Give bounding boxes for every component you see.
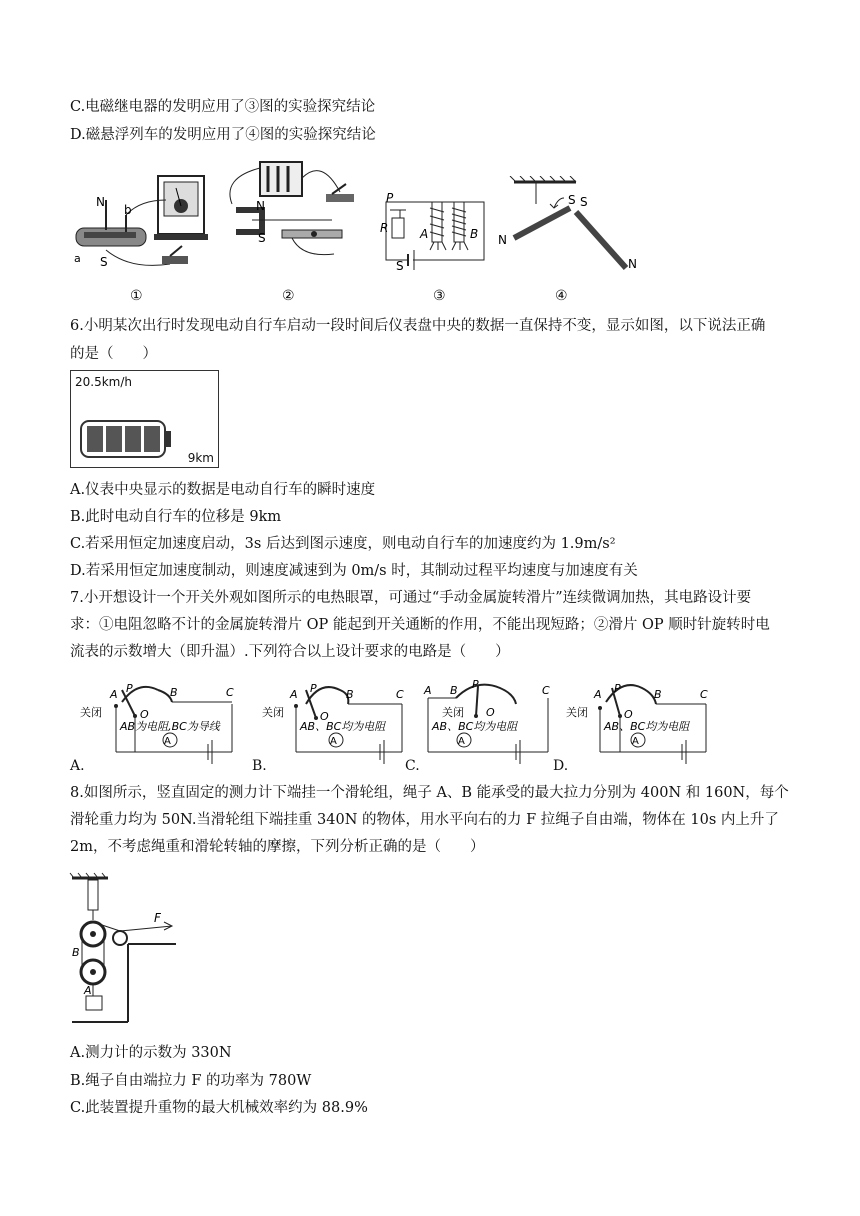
node-p: P: [126, 682, 133, 695]
ammeter-icon: A: [458, 736, 465, 747]
ammeter-icon: A: [632, 736, 639, 747]
q8-stem-line-1: 8.如图所示，竖直固定的测力计下端挂一个滑轮组，绳子 A、B 能承受的最大拉力分别为 400N 和 160N，每个: [70, 785, 789, 801]
dashboard-distance-readout: 9km: [187, 451, 214, 465]
q6-stem-line-2: 的是（ ）: [70, 346, 157, 362]
node-a: A: [594, 688, 602, 701]
q5-fig-label-2: ②: [282, 288, 295, 304]
node-a: A: [424, 684, 432, 697]
node-o: O: [624, 708, 633, 721]
node-b: B: [170, 686, 178, 699]
fig3-b-label: B: [470, 227, 479, 241]
q7-circuit-d: [566, 680, 716, 770]
fig2-s-label: S: [258, 231, 266, 245]
fig3-a-label: A: [420, 227, 429, 241]
q5-fig-label-3: ③: [433, 288, 446, 304]
node-c: C: [700, 688, 708, 701]
q6-dashboard-display: [70, 370, 219, 468]
q7-circuit-a-off-label: 关闭: [80, 706, 102, 719]
fig4-n-right-label: N: [628, 257, 637, 271]
q8-fig-a-label: A: [84, 984, 92, 997]
q6-stem-line-1: 6.小明某次出行时发现电动自行车启动一段时间后仪表盘中央的数据一直保持不变，显示如图，以下说法正确: [70, 318, 766, 334]
ammeter-icon: A: [164, 736, 171, 747]
q7-circuit-b-note: AB、BC均为电阻: [300, 720, 386, 733]
q8-fig-b-label: B: [72, 946, 80, 959]
q5-figure-3: [380, 192, 490, 272]
q7-circuit-d-off-label: 关闭: [566, 706, 588, 719]
q8-option-b: B.绳子自由端拉力 F 的功率为 780W: [70, 1073, 312, 1089]
q8-stem-line-3: 2m，不考虑绳重和滑轮转轴的摩擦，下列分析正确的是（ ）: [70, 839, 485, 855]
fig1-s-label: S: [100, 255, 108, 269]
q8-stem-line-2: 滑轮重力均为 50N.当滑轮组下端挂重 340N 的物体，用水平向右的力 F 拉绳子自由端，物体在 10s 内上升了: [70, 812, 779, 828]
q5-fig-label-4: ④: [555, 288, 568, 304]
node-b: B: [450, 684, 458, 697]
q7-circuit-b: [262, 680, 412, 770]
node-c: C: [542, 684, 550, 697]
fig4-n-left-label: N: [498, 233, 507, 247]
node-o: O: [140, 708, 149, 721]
node-p: P: [310, 682, 317, 695]
q5-figure-4: [494, 176, 644, 272]
q7-option-c-label: C.: [405, 758, 420, 774]
node-o: O: [320, 710, 329, 723]
fig1-a-label: a: [74, 252, 81, 265]
fig3-s-label: S: [396, 259, 404, 272]
q8-option-a: A.测力计的示数为 330N: [70, 1045, 232, 1061]
q8-option-c: C.此装置提升重物的最大机械效率约为 88.9%: [70, 1100, 368, 1116]
q7-stem-line-1: 7.小开想设计一个开关外观如图所示的电热眼罩，可通过“手动金属旋转滑片”连续微调加热，其电路设计要: [70, 590, 752, 606]
q7-stem-line-2: 求：①电阻忽略不计的金属旋转滑片 OP 能起到开关通断的作用，不能出现短路；②滑片 OP 顺时针旋转时电: [70, 617, 770, 633]
fig1-n-label: N: [96, 195, 105, 209]
q5-option-c: C.电磁继电器的发明应用了③图的实验探究结论: [70, 99, 376, 115]
q7-circuit-c-note: AB、BC均为电阻: [432, 720, 518, 733]
q7-circuit-c: [420, 680, 560, 770]
q7-option-d-label: D.: [553, 758, 569, 774]
fig4-s-right-label: S: [580, 195, 588, 209]
q7-circuit-a: [80, 680, 240, 770]
node-a: A: [110, 688, 118, 701]
q8-fig-f-label: F: [154, 911, 161, 925]
q7-circuit-b-off-label: 关闭: [262, 706, 284, 719]
q7-option-a-label: A.: [70, 758, 85, 774]
q7-circuit-a-note: AB为电阻,BC为导线: [120, 720, 220, 733]
fig3-r-label: R: [380, 221, 389, 235]
q5-figure-1: [70, 170, 220, 275]
fig1-b-label: b: [124, 203, 132, 217]
q5-fig-label-1: ①: [130, 288, 143, 304]
node-b: B: [346, 688, 354, 701]
node-c: C: [396, 688, 404, 701]
node-o: O: [486, 706, 495, 719]
q7-option-b-label: B.: [252, 758, 267, 774]
dashboard-speed-readout: 20.5km/h: [75, 375, 133, 389]
fig2-n-label: N: [256, 199, 265, 213]
q6-option-d: D.若采用恒定加速度制动，则速度减速到为 0m/s 时，其制动过程平均速度与加速度有关: [70, 563, 638, 579]
q6-option-c: C.若采用恒定加速度启动，3s 后达到图示速度，则电动自行车的加速度约为 1.9m/s²: [70, 536, 616, 552]
q5-option-d: D.磁悬浮列车的发明应用了④图的实验探究结论: [70, 127, 376, 143]
fig3-p-label: P: [386, 192, 394, 205]
fig4-s-left-label: S: [568, 193, 576, 207]
q7-stem-line-3: 流表的示数增大（即升温）.下列符合以上设计要求的电路是（ ）: [70, 644, 510, 660]
battery-icon: [79, 417, 175, 461]
q8-pulley-figure: [68, 872, 178, 1027]
node-p: P: [614, 682, 621, 695]
q7-circuit-d-note: AB、BC均为电阻: [604, 720, 690, 733]
ammeter-icon: A: [330, 736, 337, 747]
node-c: C: [226, 686, 234, 699]
q5-figure-2: [222, 158, 362, 270]
q7-circuit-c-off-label: 关闭: [442, 706, 464, 719]
q6-option-a: A.仪表中央显示的数据是电动自行车的瞬时速度: [70, 482, 376, 498]
q6-option-b: B.此时电动自行车的位移是 9km: [70, 509, 282, 525]
node-p: P: [472, 680, 479, 691]
node-b: B: [654, 688, 662, 701]
node-a: A: [290, 688, 298, 701]
